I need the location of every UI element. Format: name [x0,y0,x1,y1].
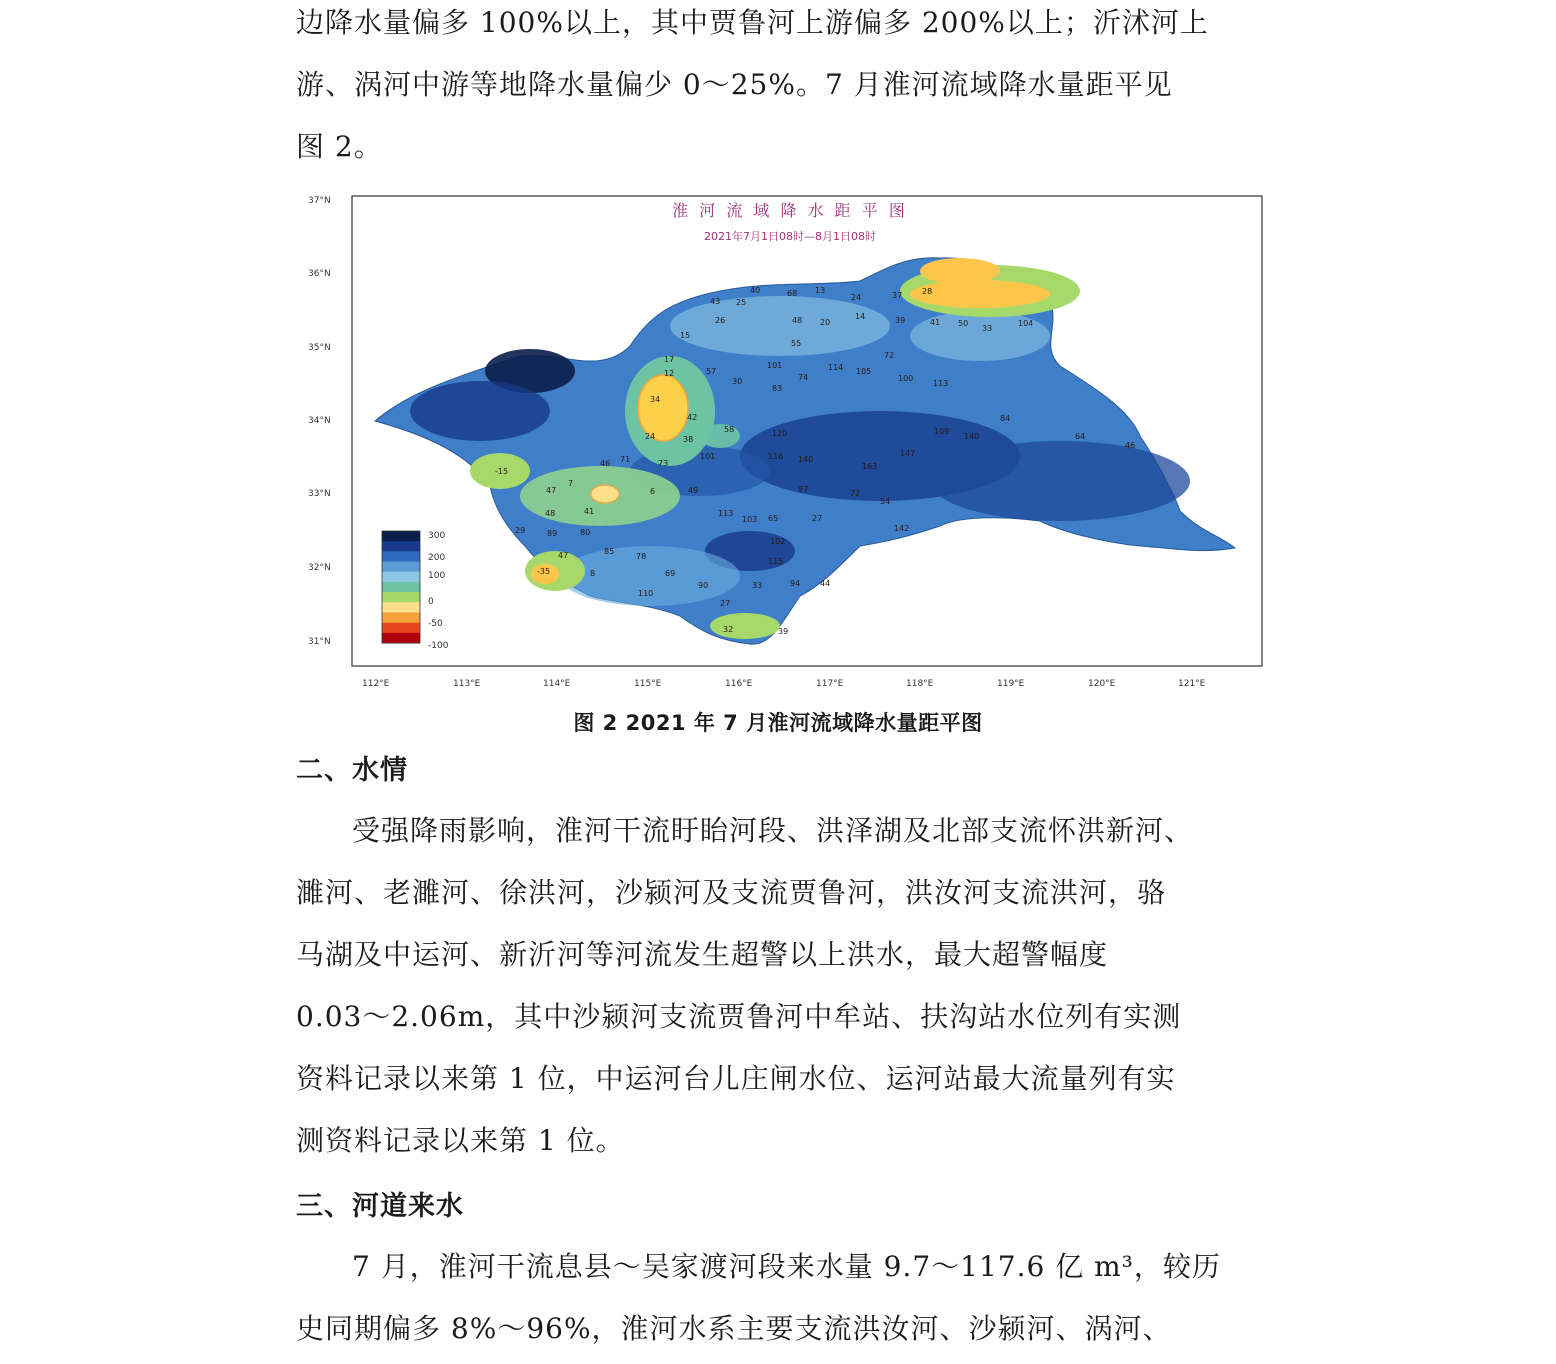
text-line: 资料记录以来第 1 位，中运河台儿庄闸水位、运河站最大流量列有实 [296,1062,1176,1095]
station-value: 39 [895,316,906,325]
lon-tick-label: 113°E [453,679,481,689]
dark-core [930,441,1190,521]
legend-swatch [382,633,420,644]
lon-tick-label: 117°E [816,679,844,689]
station-value: 85 [604,547,615,556]
text-line: 受强降雨影响，淮河干流盱眙河段、洪泽湖及北部支流怀洪新河、 [352,814,1194,847]
legend-label: -100 [428,641,449,651]
station-value: 78 [636,552,647,561]
station-value: 47 [546,486,557,495]
paragraph-water-regime [296,800,1276,1172]
station-value: 84 [1000,414,1011,423]
station-value: -15 [495,467,509,476]
station-value: 113 [933,379,949,388]
station-value: 57 [706,367,717,376]
station-value: 54 [880,497,891,506]
station-value: 40 [750,286,761,295]
lon-tick-label: 121°E [1178,679,1206,689]
legend-swatch [382,623,420,634]
lat-tick-label: 37°N [308,196,331,206]
station-value: 101 [767,361,783,370]
precipitation-anomaly-map [300,186,1280,696]
legend-swatch [382,562,420,573]
legend-swatch [382,572,420,583]
section-heading: 三、河道来水 [296,1191,464,1222]
station-value: 46 [1125,441,1136,450]
station-value: 50 [958,319,969,328]
legend-swatch [382,541,420,552]
station-value: 14 [855,312,866,321]
station-value: 41 [584,507,595,516]
station-value: 80 [580,528,591,537]
station-value: 43 [710,297,721,306]
station-value: 90 [698,581,709,590]
station-value: 74 [798,373,809,382]
station-value: 13 [815,286,826,295]
station-value: 163 [862,462,878,471]
lat-tick-label: 34°N [308,416,331,426]
lat-tick-label: 32°N [308,563,331,573]
yellow-zone [591,485,619,503]
text-line: 0.03～2.06m，其中沙颍河支流贾鲁河中牟站、扶沟站水位列有实测 [296,1000,1182,1033]
legend-swatch [382,531,420,542]
station-value: 64 [1075,432,1086,441]
station-value: 27 [812,514,823,523]
text-line: 图 2。 [296,130,383,163]
station-value: 41 [930,318,941,327]
station-value: 33 [752,581,763,590]
station-value: 103 [742,515,758,524]
legend-swatch [382,592,420,603]
station-value: 120 [772,429,788,438]
section-heading: 二、水情 [296,755,408,786]
station-value: 39 [778,627,789,636]
light-band [670,296,890,356]
green-zone [710,613,780,639]
station-value: 12 [664,369,675,378]
paragraph-precipitation [296,0,1276,178]
station-value: 114 [828,363,844,372]
legend-label: 0 [428,597,434,607]
station-value: 105 [856,367,872,376]
lat-tick-label: 35°N [308,343,331,353]
station-value: 17 [664,355,675,364]
lat-tick-label: 36°N [308,269,331,279]
legend-label: -50 [428,619,443,629]
station-value: 115 [768,557,784,566]
legend-swatch [382,582,420,593]
station-value: 69 [665,569,676,578]
station-value: 58 [724,425,735,434]
station-value: 72 [850,489,861,498]
station-value: 97 [798,485,809,494]
station-value: 44 [820,579,831,588]
station-value: 33 [982,324,993,333]
lon-tick-label: 116°E [725,679,753,689]
lon-tick-label: 112°E [362,679,390,689]
station-value: 24 [851,293,862,302]
station-value: 68 [787,289,798,298]
text-line: 马湖及中运河、新沂河等河流发生超警以上洪水，最大超警幅度 [296,938,1109,971]
station-value: 142 [894,524,910,533]
latitude-axis [308,196,331,647]
station-value: 73 [658,459,669,468]
station-value: 38 [683,435,694,444]
station-value: 30 [732,377,743,386]
figure-caption: 图 2 2021 年 7 月淮河流域降水量距平图 [573,711,983,735]
lat-tick-label: 33°N [308,489,331,499]
station-value: 47 [558,551,569,560]
legend-swatch [382,551,420,562]
station-value: 20 [820,318,831,327]
station-value: 25 [736,298,747,307]
lon-tick-label: 114°E [543,679,571,689]
text-line: 边降水量偏多 100%以上，其中贾鲁河上游偏多 200%以上；沂沭河上 [296,6,1209,39]
text-line: 测资料记录以来第 1 位。 [296,1124,625,1157]
legend-swatch [382,612,420,623]
station-value: 110 [638,589,654,598]
lat-tick-label: 31°N [308,637,331,647]
legend-label: 300 [428,531,446,541]
station-value: 116 [768,452,784,461]
text-line: 濉河、老濉河、徐洪河，沙颍河及支流贾鲁河，洪汝河支流洪河，骆 [296,876,1167,909]
station-value: 42 [687,413,698,422]
station-value: 48 [545,509,556,518]
text-line: 游、涡河中游等地降水量偏少 0～25%。7 月淮河流域降水量距平见 [296,68,1173,101]
station-value: 28 [922,287,933,296]
station-value: 72 [884,351,895,360]
station-value: -35 [537,567,551,576]
legend-label: 200 [428,553,446,563]
station-value: 8 [590,569,596,578]
station-value: 140 [964,432,980,441]
lon-tick-label: 119°E [997,679,1025,689]
dark-core [410,381,550,441]
yellow-zone [920,258,1000,284]
station-value: 89 [547,529,558,538]
lon-tick-label: 118°E [906,679,934,689]
map-title: 淮 河 流 域 降 水 距 平 图 [672,201,908,220]
longitude-axis [362,679,1206,689]
station-value: 71 [620,455,631,464]
station-value: 46 [600,459,611,468]
station-value: 32 [723,625,734,634]
station-value: 29 [515,526,526,535]
map-subtitle: 2021年7月1日08时—8月1日08时 [704,230,876,243]
station-value: 109 [934,427,950,436]
station-value: 26 [715,316,726,325]
station-value: 101 [700,452,716,461]
station-value: 100 [898,374,914,383]
station-value: 147 [900,449,916,458]
station-value: 94 [790,579,801,588]
station-value: 104 [1018,319,1034,328]
legend-label: 100 [428,571,446,581]
lon-tick-label: 120°E [1088,679,1116,689]
station-value: 113 [718,509,734,518]
station-value: 48 [792,316,803,325]
station-value: 55 [791,339,802,348]
station-value: 49 [688,486,699,495]
lon-tick-label: 115°E [634,679,662,689]
station-value: 65 [768,514,779,523]
legend-swatch [382,602,420,613]
station-value: 102 [770,537,786,546]
color-legend [382,531,420,644]
station-value: 15 [680,331,691,340]
station-value: 34 [650,395,661,404]
station-value: 6 [650,487,656,496]
text-line: 史同期偏多 8%～96%，淮河水系主要支流洪汝河、沙颍河、涡河、 [296,1312,1172,1345]
station-value: 140 [798,455,814,464]
station-value: 37 [892,291,903,300]
text-line: 7 月，淮河干流息县～吴家渡河段来水量 9.7～117.6 亿 m³，较历 [352,1250,1221,1283]
station-value: 24 [645,432,656,441]
station-value: 27 [720,599,731,608]
station-value: 7 [568,479,574,488]
station-value: 83 [772,384,783,393]
paragraph-river-inflow [296,1236,1276,1360]
